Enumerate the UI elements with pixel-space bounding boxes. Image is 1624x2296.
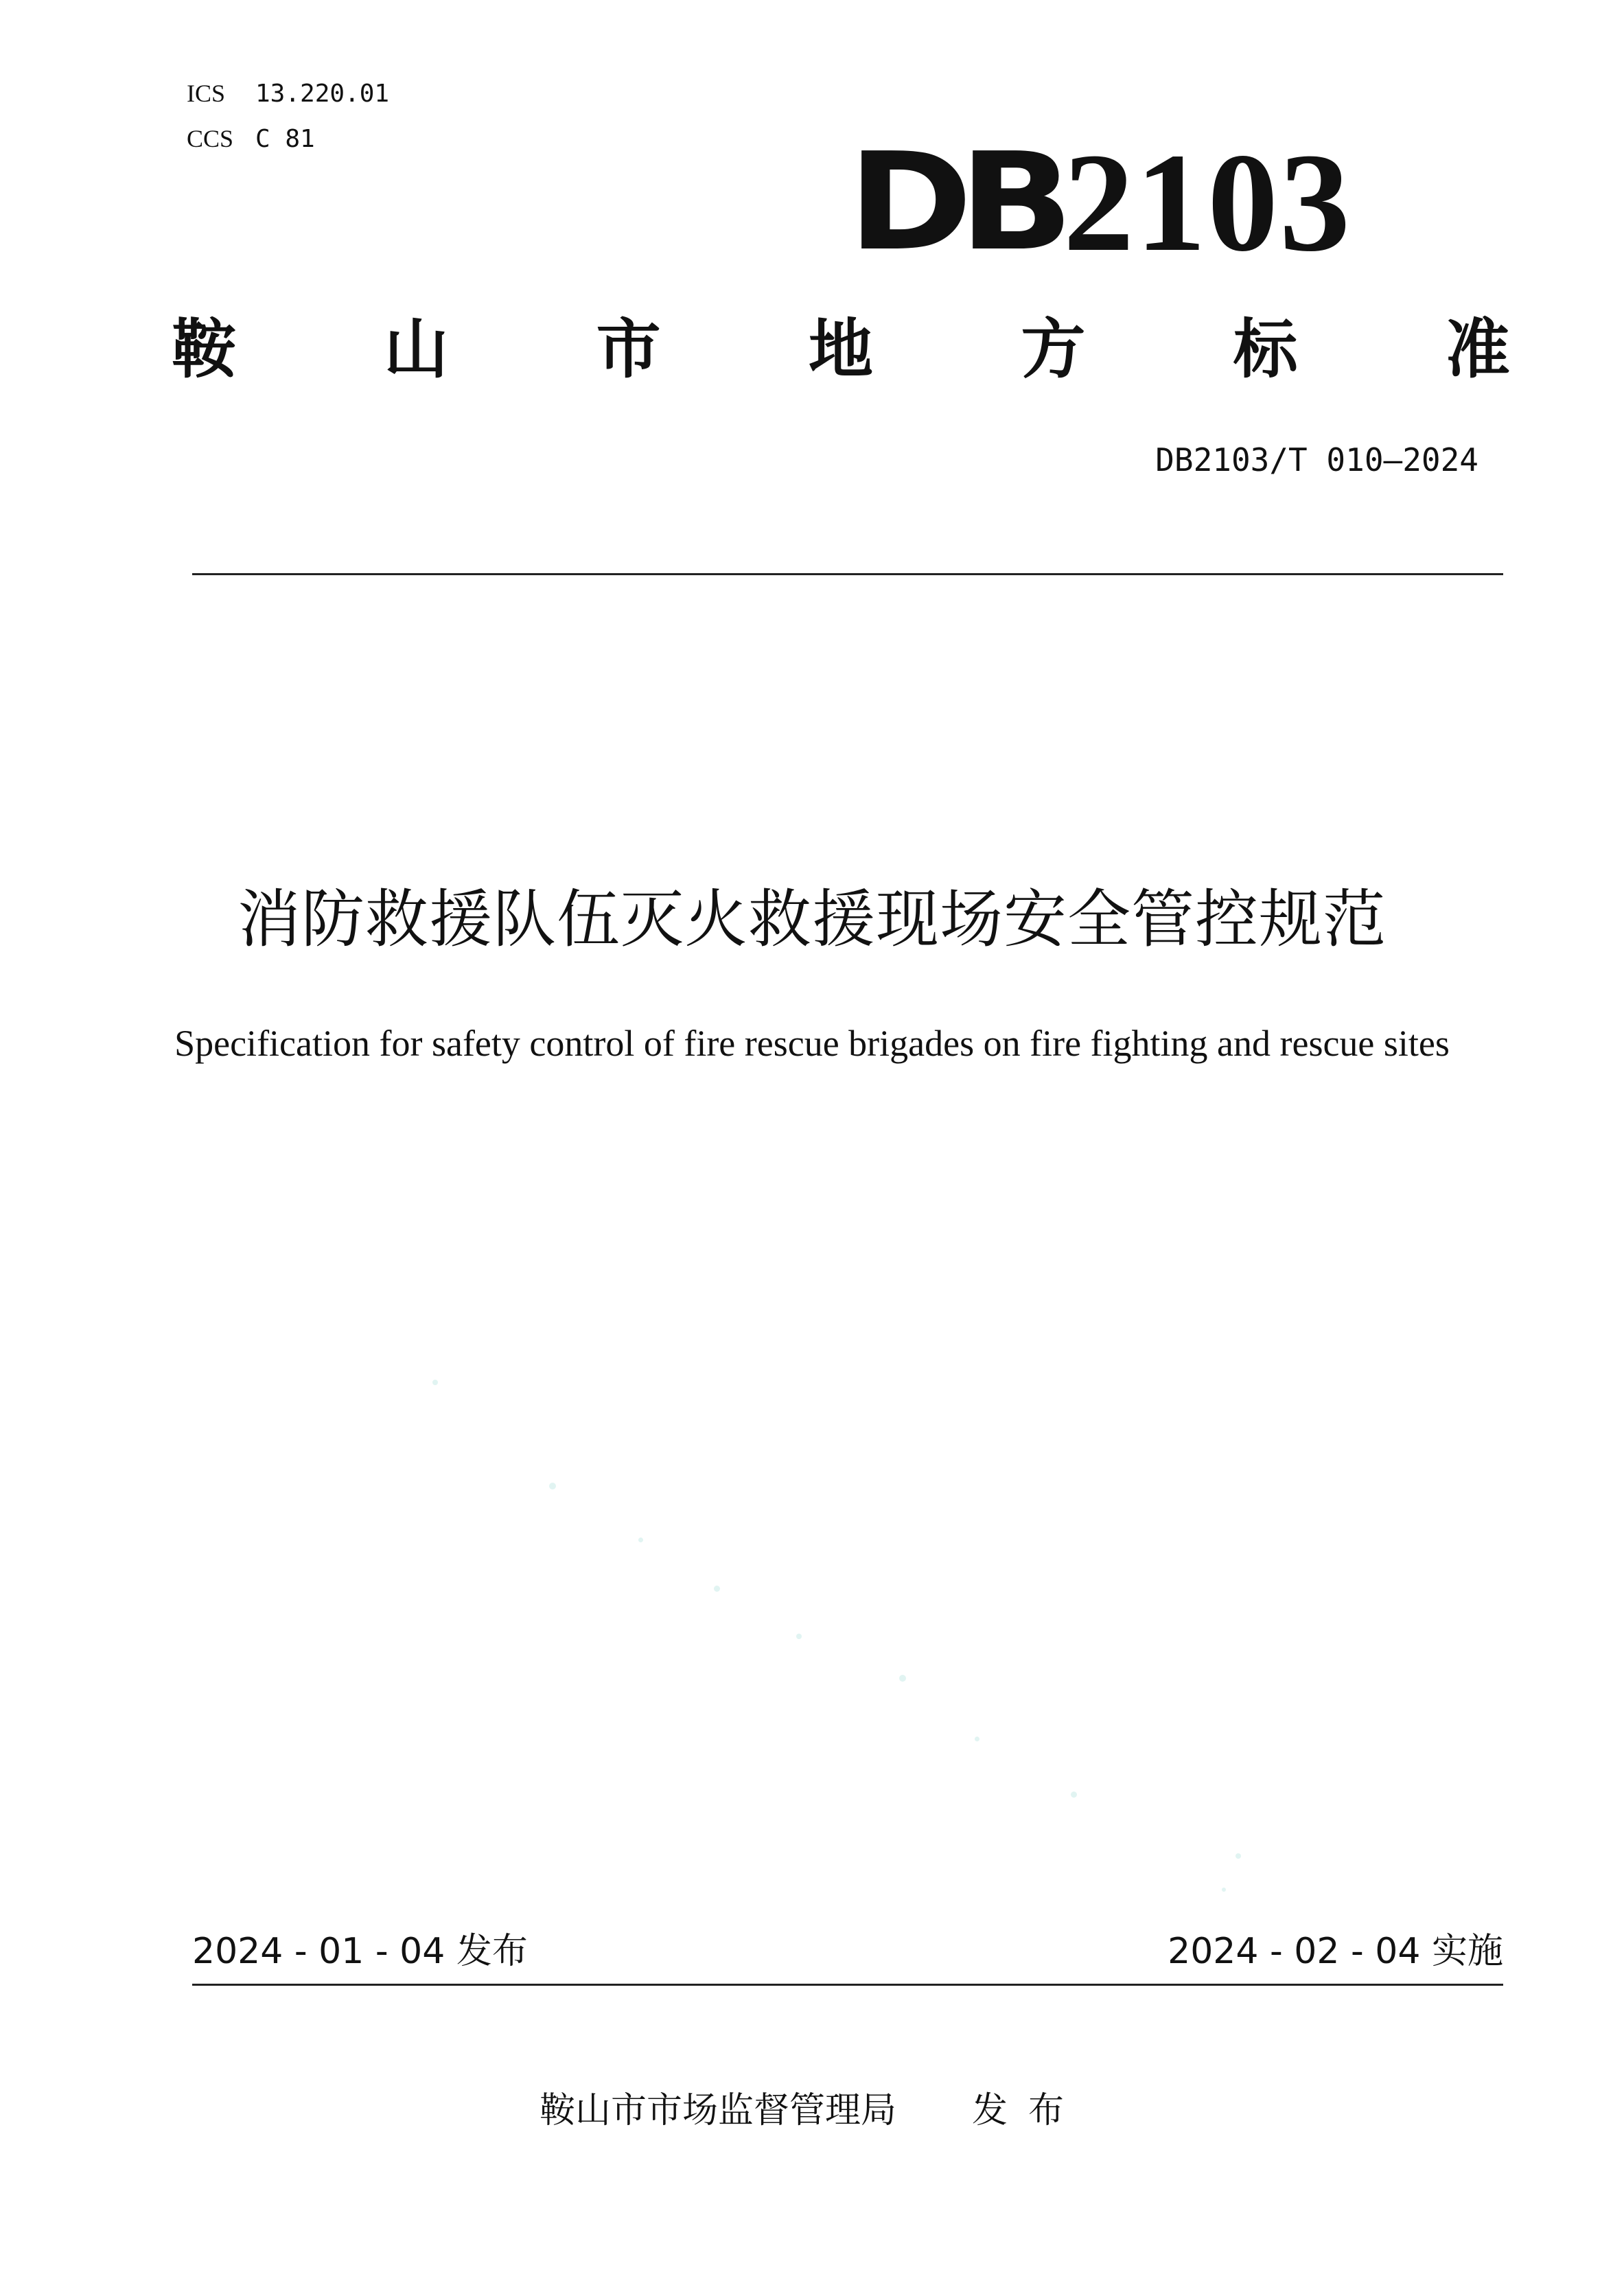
standard-level-char: 标 bbox=[1233, 312, 1298, 387]
issuer-action: 发布 bbox=[972, 2090, 1085, 2131]
issuer-name: 鞍山市市场监督管理局 bbox=[539, 2090, 896, 2131]
document-title-chinese: 消防救援队伍灭火救援现场安全管控规范 bbox=[237, 883, 1387, 956]
implementation-date: 2024 - 02 - 04 实施 bbox=[1168, 1931, 1503, 1972]
standard-mark-number: 2103 bbox=[1063, 124, 1352, 281]
ics-value: 13.220.01 bbox=[255, 80, 390, 108]
ics-label: ICS bbox=[187, 80, 226, 107]
ics-code bbox=[187, 78, 389, 109]
ccs-label: CCS bbox=[187, 125, 234, 152]
standard-mark-prefix: DB bbox=[848, 124, 1060, 281]
ccs-value: C 81 bbox=[255, 125, 315, 153]
standard-level-char: 山 bbox=[384, 312, 449, 387]
standard-level-char: 方 bbox=[1021, 312, 1086, 387]
standard-level-char: 市 bbox=[596, 312, 661, 387]
publish-date: 2024 - 01 - 04 发布 bbox=[192, 1931, 528, 1972]
standard-level-char: 地 bbox=[808, 312, 873, 387]
standard-level-title bbox=[172, 312, 1510, 388]
bottom-divider bbox=[192, 1984, 1503, 1986]
standard-mark bbox=[848, 124, 1383, 281]
top-divider bbox=[192, 573, 1503, 575]
standard-number: DB2103/T 010—2024 bbox=[1155, 441, 1478, 478]
ccs-code bbox=[187, 124, 315, 154]
standard-level-char: 鞍 bbox=[172, 312, 237, 387]
standard-level-char: 准 bbox=[1445, 312, 1510, 387]
issuing-authority bbox=[0, 2087, 1624, 2135]
document-title-english: Specification for safety control of fire rescue brigades on fire fighting and rescue sites bbox=[174, 1023, 1450, 1064]
